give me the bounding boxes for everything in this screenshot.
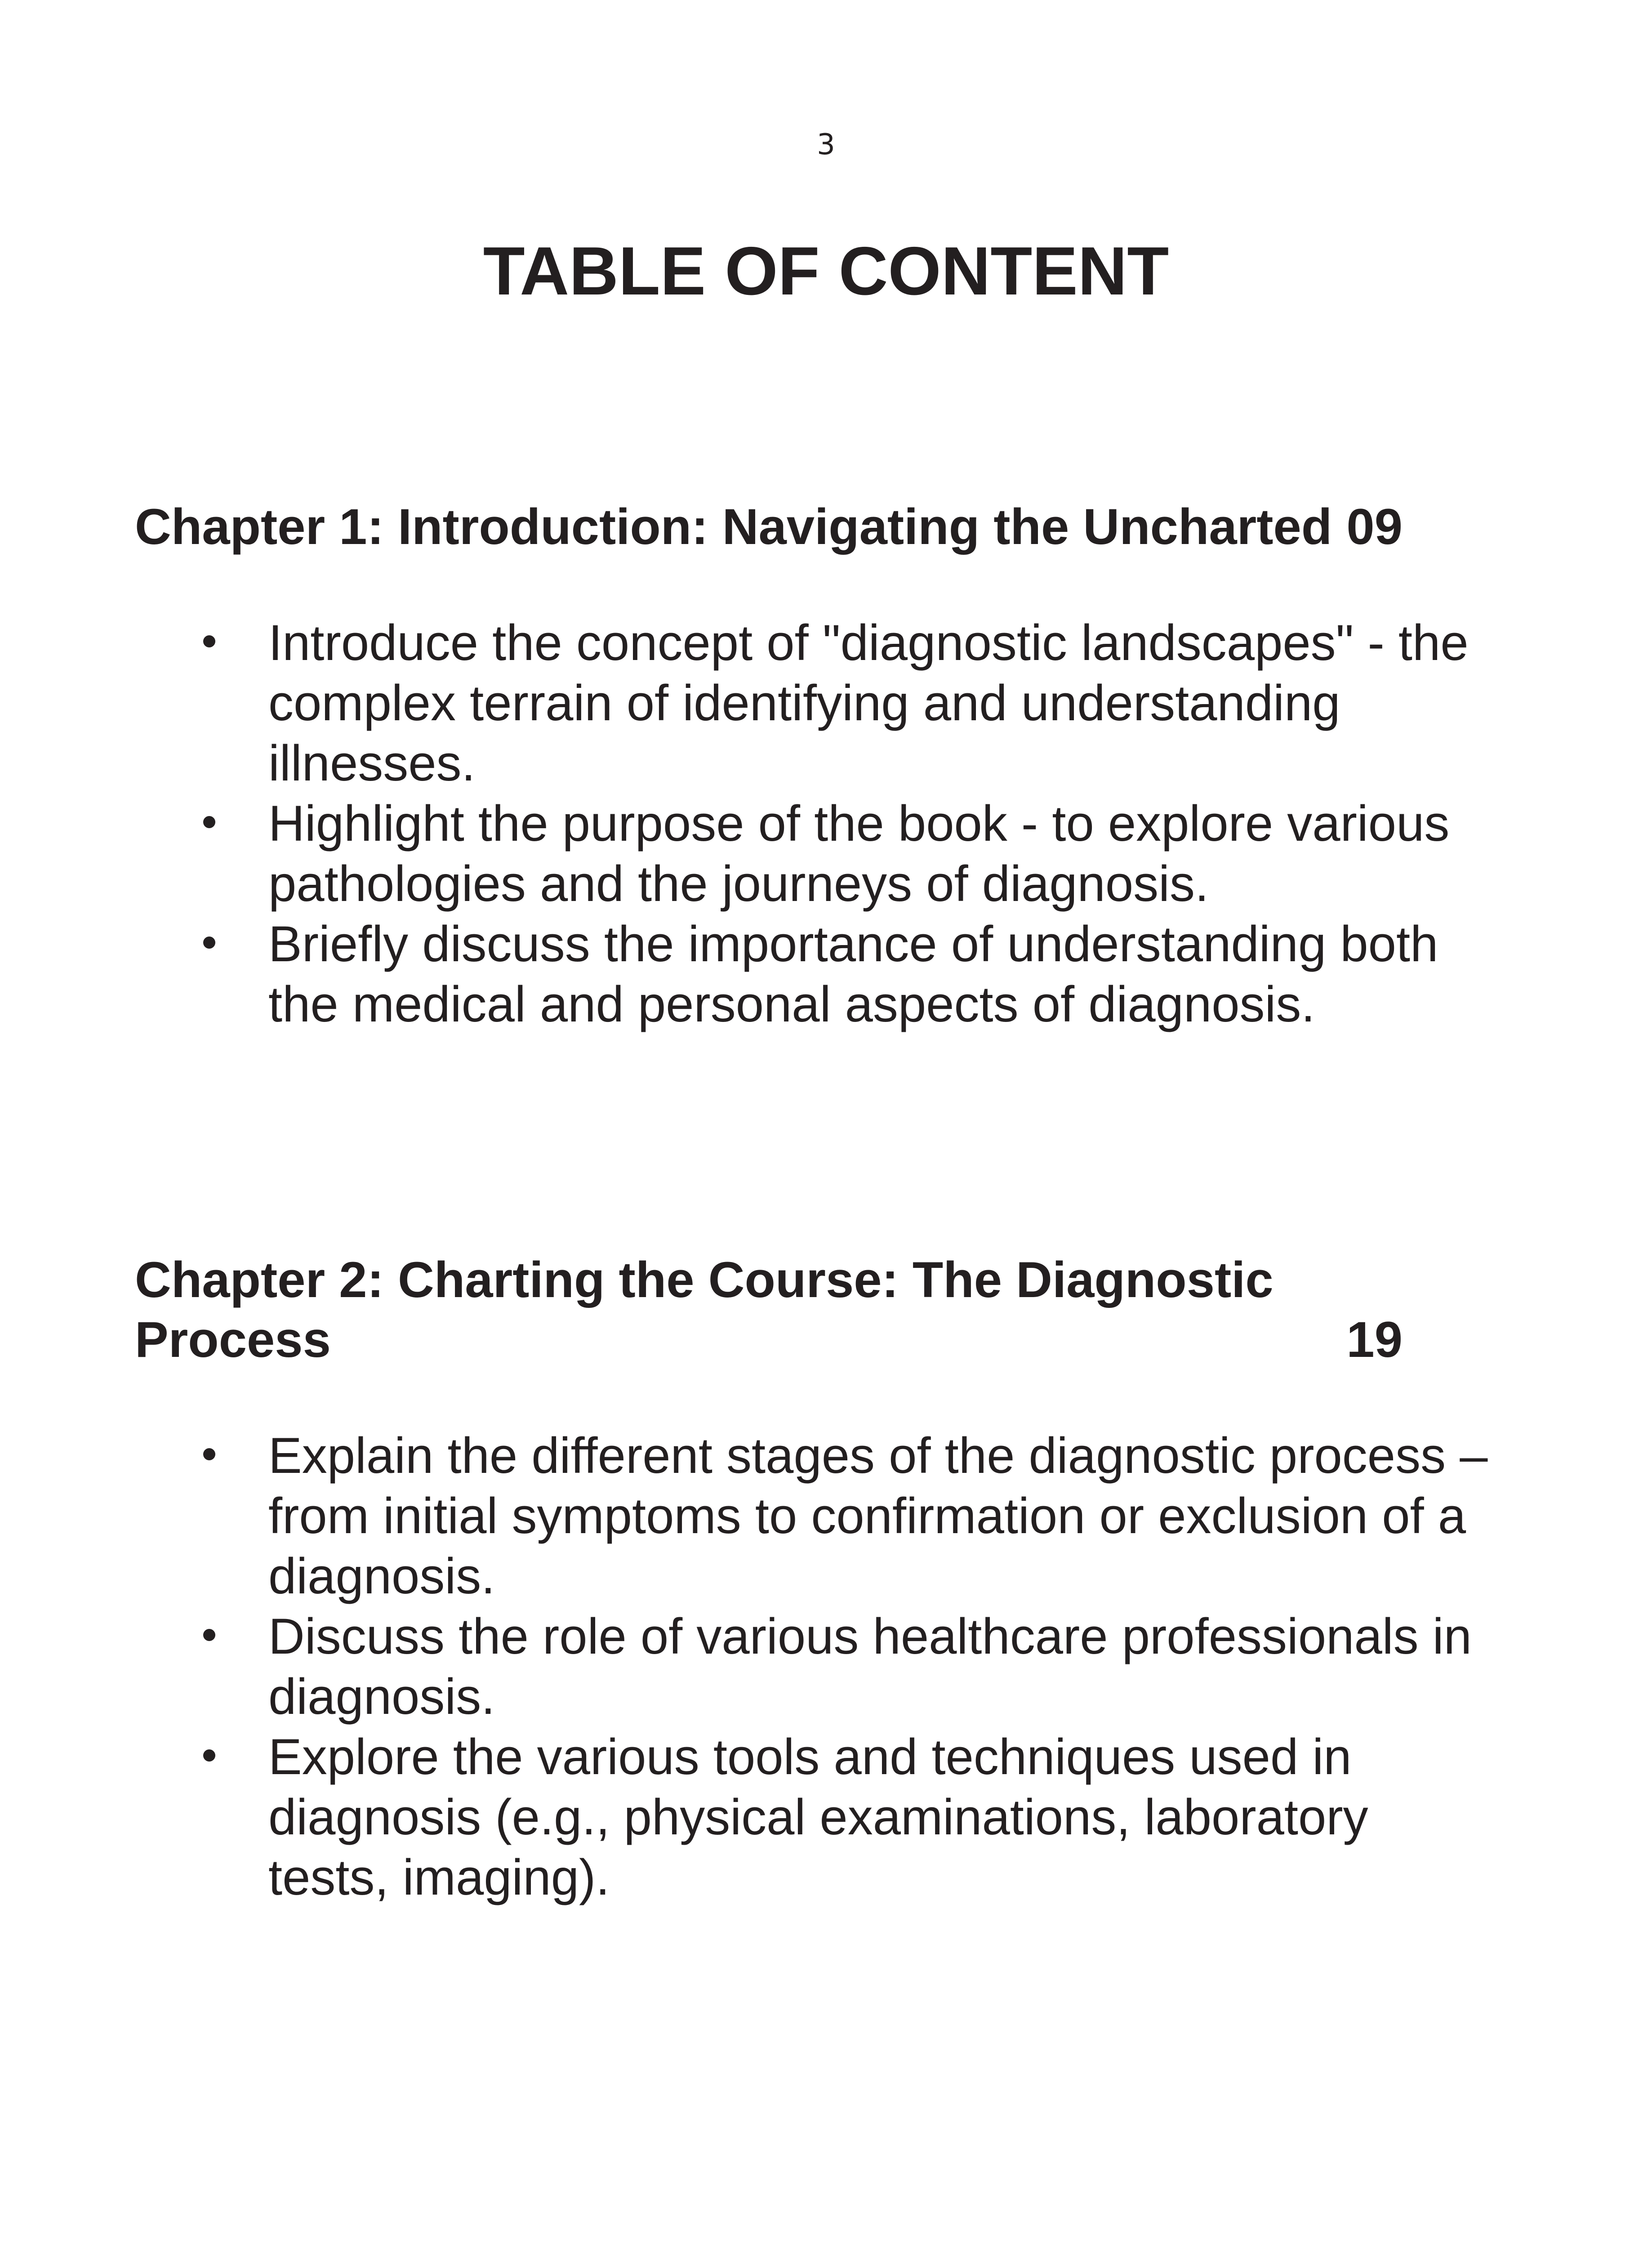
- bullet-text: Discuss the role of various healthcare professionals in diagnosis.: [268, 1608, 1472, 1725]
- page-title: TABLE OF CONTENT: [483, 233, 1169, 309]
- bullet-item: [135, 1727, 1497, 1908]
- chapter-page-number: 19: [1346, 1311, 1403, 1368]
- bullet-text: Explain the different stages of the diagnostic process – from initial symptoms to confirmation or exclusion of a diagnosis.: [268, 1427, 1488, 1604]
- bullet-icon: [203, 635, 215, 647]
- page-number: 3: [817, 128, 835, 161]
- chapter-title: Chapter 1: Introduction: Navigating the Uncharted: [135, 499, 1332, 555]
- bullet-item: [135, 613, 1497, 794]
- bullet-icon: [203, 1629, 215, 1641]
- bullet-item: [135, 1426, 1497, 1606]
- bullet-item: [135, 914, 1497, 1035]
- bullet-icon: [203, 937, 215, 949]
- bullet-text: Explore the various tools and techniques used in diagnosis (e.g., physical examinations, laboratory tests, imaging).: [268, 1729, 1368, 1905]
- bullet-icon: [203, 1749, 215, 1762]
- toc-chapter-2: [135, 1250, 1497, 1908]
- bullet-item: [135, 794, 1497, 914]
- chapter-bullet-list: [135, 1426, 1497, 1908]
- bullet-item: [135, 1606, 1497, 1727]
- bullet-icon: [203, 816, 215, 828]
- bullet-text: Briefly discuss the importance of understanding both the medical and personal aspects of diagnosis.: [268, 916, 1438, 1032]
- chapter-heading: [135, 497, 1403, 557]
- toc-chapter-1: [135, 497, 1497, 1035]
- chapter-page-number: 09: [1346, 499, 1403, 555]
- bullet-text: Introduce the concept of "diagnostic landscapes" - the complex terrain of identifying and understanding illnesses.: [268, 615, 1469, 791]
- bullet-text: Highlight the purpose of the book - to explore various pathologies and the journeys of diagnosis.: [268, 795, 1450, 912]
- chapter-bullet-list: [135, 613, 1497, 1035]
- bullet-icon: [203, 1448, 215, 1460]
- chapter-title: Chapter 2: Charting the Course: The Diagnostic Process: [135, 1252, 1274, 1368]
- chapter-heading: [135, 1250, 1403, 1369]
